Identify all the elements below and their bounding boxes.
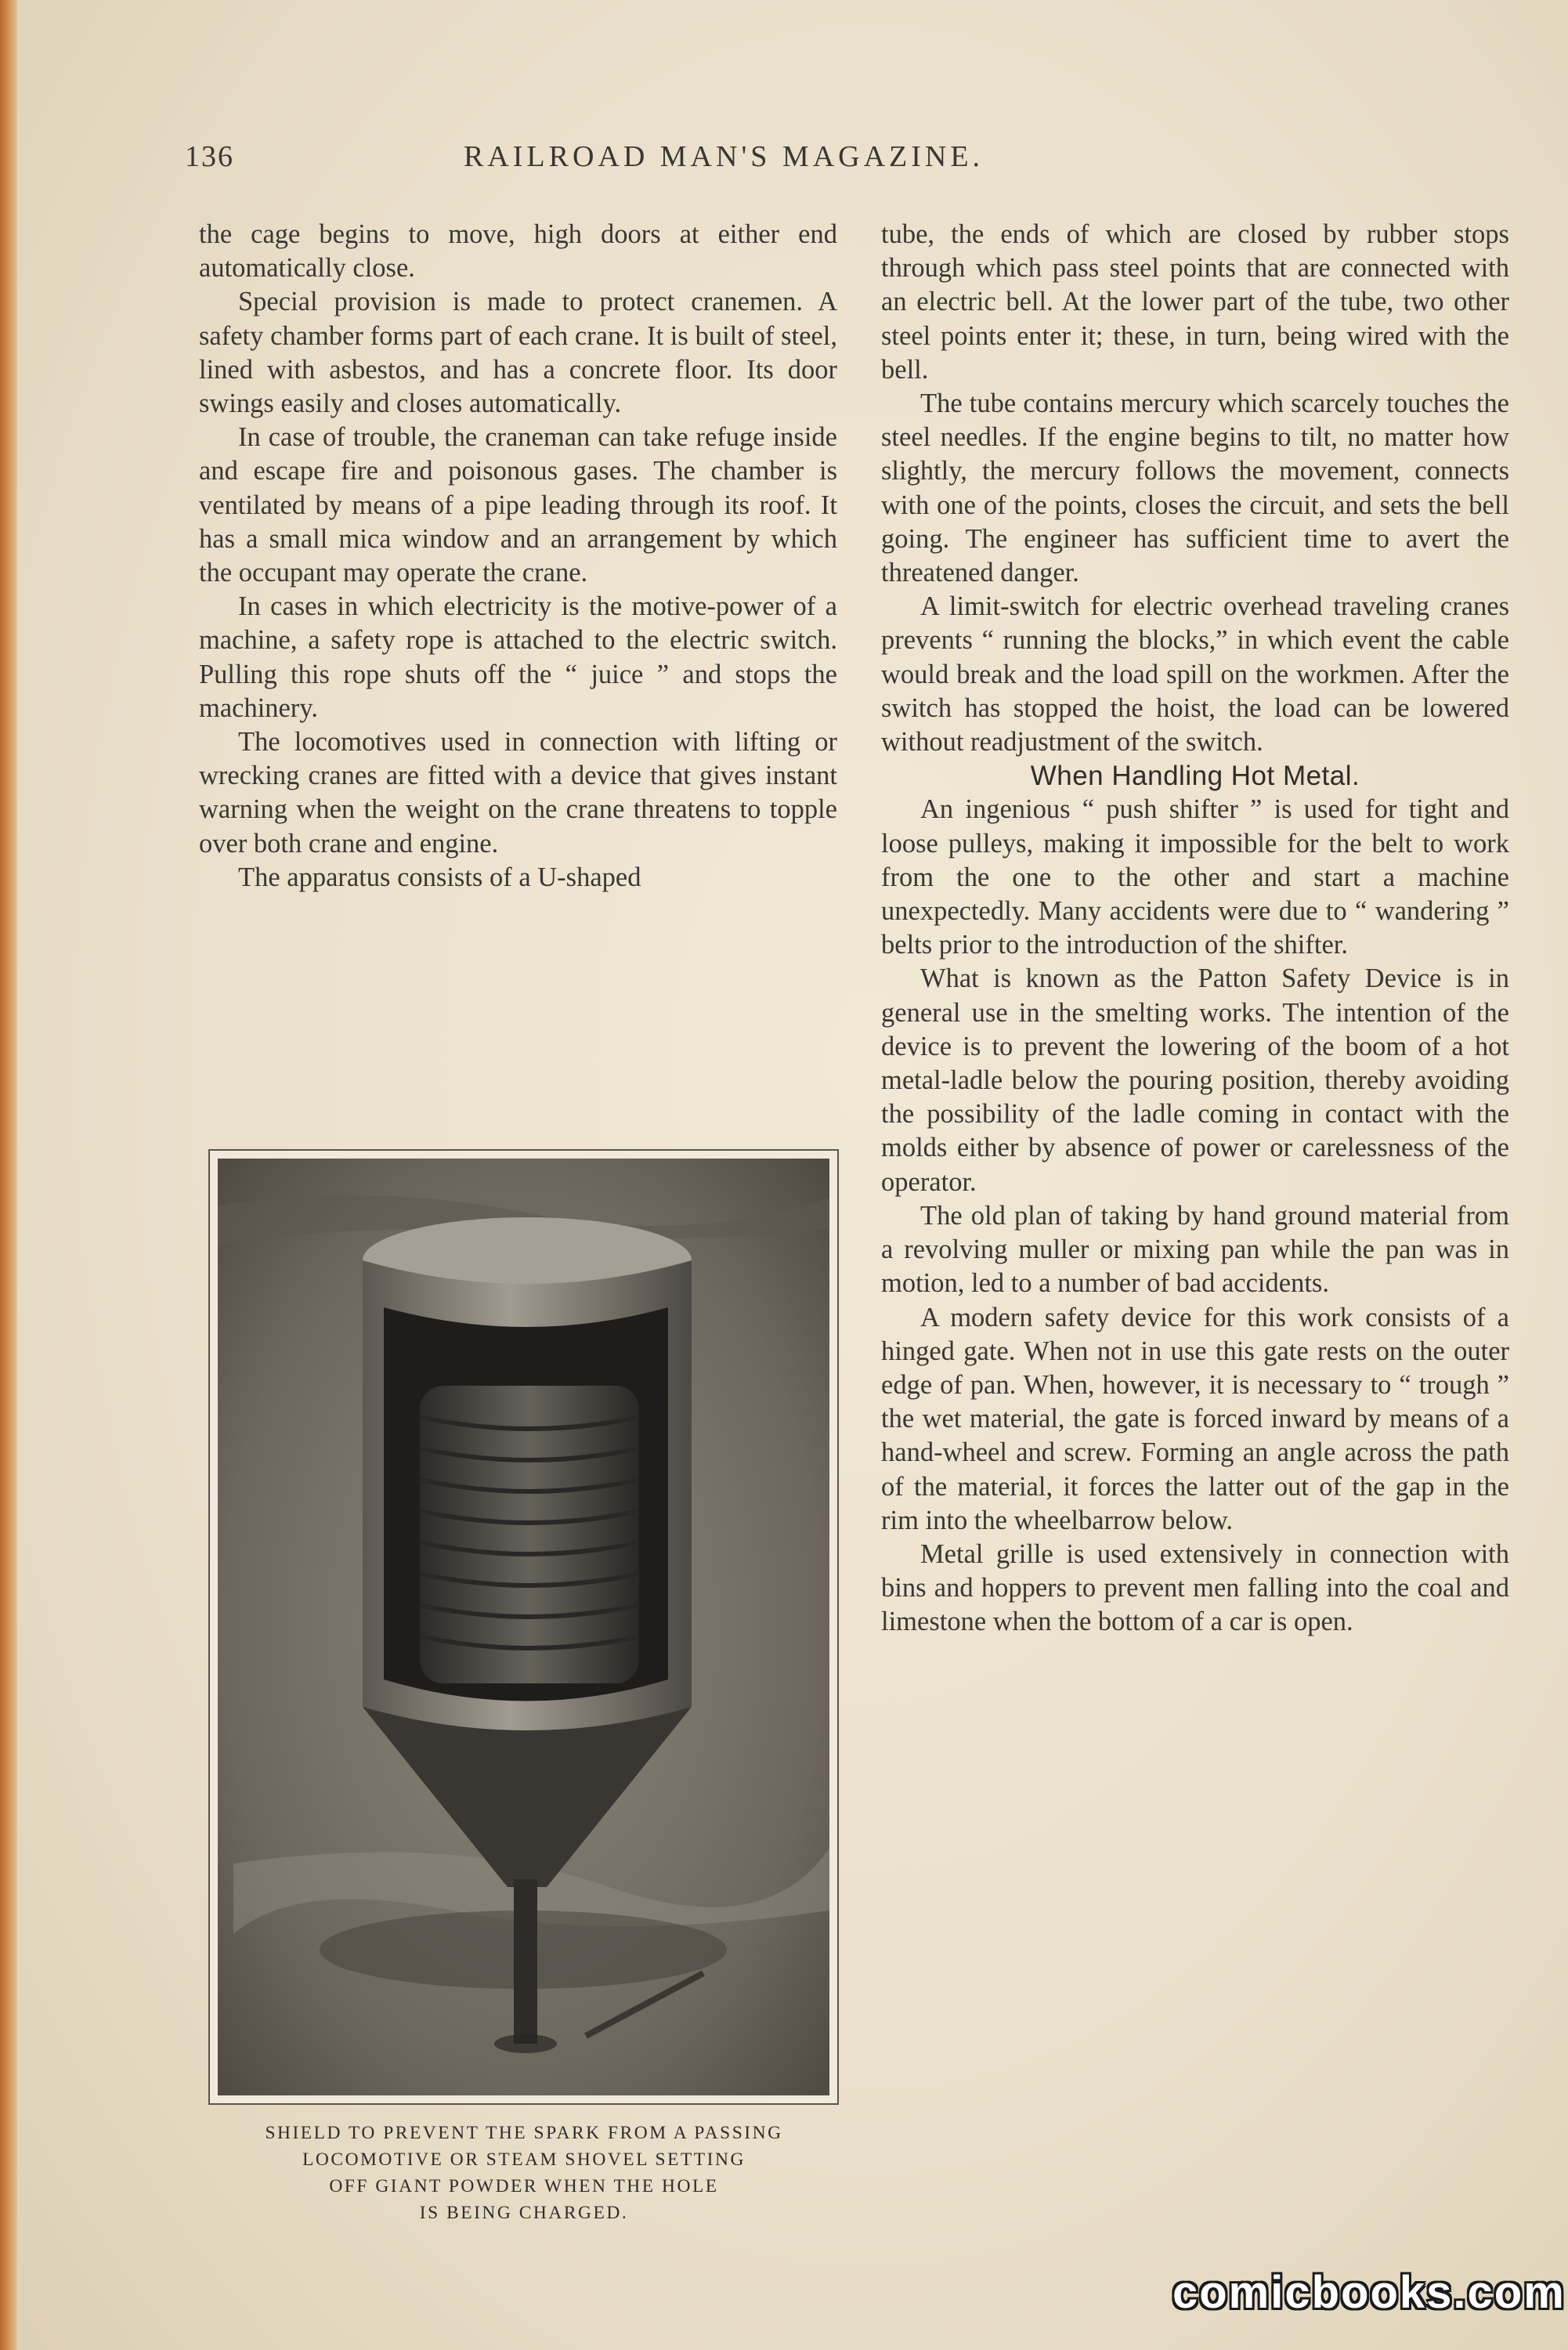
section-subheading: When Handling Hot Metal. [1030, 761, 1360, 792]
paragraph: An ingenious “ push shifter ” is used for tight and loose pulleys, making it impossible for the belt to work from the one to the other and start a machine unexpectedly. Many accidents were due to “ wandering ” belts prior to the introduction of the shifter. [881, 794, 1509, 960]
photo-figure [208, 1149, 839, 2105]
binding-edge [0, 0, 17, 2350]
paragraph: The locomotives used in connection with lifting or wrecking cranes are fitted with a device that gives instant warning when the weight on the crane threatens to topple over both crane and engine. [199, 727, 837, 859]
magazine-page [17, 0, 1568, 2350]
running-title: RAILROAD MAN'S MAGAZINE. [463, 140, 985, 173]
paragraph: The old plan of taking by hand ground material from a revolving muller or mixing pan while the pan was in motion, led to a number of bad accidents. [881, 1200, 1509, 1299]
paragraph: In cases in which electricity is the motive-power of a machine, a safety rope is attached to the electric switch. Pulling this rope shuts off the “ juice ” and stops the machinery. [199, 591, 837, 723]
paragraph: A modern safety device for this work consists of a hinged gate. When not in use this gate rests on the outer edge of pan. When, however, it is necessary to “ trough ” the wet material, the gate is forced inward by means of a hand-wheel and screw. Forming an angle across the path of the material, it forces the latter out of the gap in the rim into the wheelbarrow below. [881, 1302, 1509, 1535]
figure-caption [199, 2120, 849, 2226]
paragraph: In case of trouble, the craneman can take refuge inside and escape fire and poisonous gases. The chamber is ventilated by means of a pipe leading through its roof. It has a small mica window and an arrangement by which the occupant may operate the crane. [199, 422, 837, 588]
caption-line: IS BEING CHARGED. [419, 2203, 629, 2223]
shield-photo [218, 1159, 829, 2095]
paragraph: Special provision is made to protect cranemen. A safety chamber forms part of each crane. It is built of steel, lined with asbestos, and has a concrete floor. Its door swings easily and closes automatically. [199, 287, 837, 419]
page-header [185, 139, 1176, 186]
paragraph: Metal grille is used extensively in connection with bins and hoppers to prevent men falling into the coal and limestone when the bottom of a car is open. [881, 1538, 1509, 1637]
page-number: 136 [185, 140, 234, 173]
left-column [199, 218, 837, 895]
paragraph: tube, the ends of which are closed by rubber stops through which pass steel points that are connected with an electric bell. At the lower part of the tube, two other steel points enter it; these, in turn, being wired with the bell. [881, 219, 1509, 385]
caption-line: OFF GIANT POWDER WHEN THE HOLE [329, 2176, 719, 2196]
right-column [881, 218, 1509, 1640]
watermark-logo: comicbooks.com [1172, 2267, 1566, 2318]
paragraph: The apparatus consists of a U-shaped [238, 862, 641, 892]
paragraph: The tube contains mercury which scarcely touches the steel needles. If the engine begins to tilt, no matter how slightly, the mercury follows the movement, connects with one of the points, closes the circuit, and sets the bell going. The engineer has sufficient time to avert the threatened danger. [881, 389, 1509, 588]
paragraph: What is known as the Patton Safety Device is in general use in the smelting works. The intention of the device is to prevent the lowering of the boom of a hot metal-ladle below the pouring position, thereby avoiding the possibility of the ladle coming in contact with the molds either by absence of power or carelessness of the operator. [881, 964, 1509, 1197]
caption-line: LOCOMOTIVE OR STEAM SHOVEL SETTING [302, 2149, 746, 2170]
caption-line: SHIELD TO PREVENT THE SPARK FROM A PASSING [265, 2123, 783, 2143]
paragraph: the cage begins to move, high doors at either end automatically close. [199, 219, 837, 284]
paragraph: A limit-switch for electric overhead traveling cranes prevents “ running the blocks,” in which event the cable would break and the load spill on the workmen. After the switch has stopped the hoist, the load can be lowered without readjustment of the switch. [881, 591, 1509, 757]
